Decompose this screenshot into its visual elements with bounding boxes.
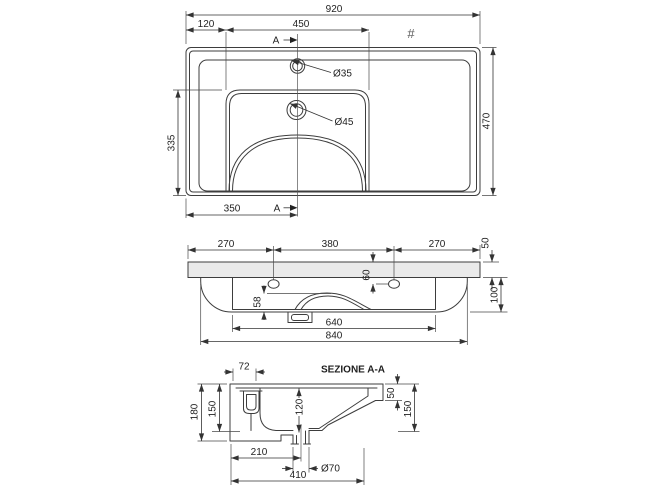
front-extension-lines (188, 245, 508, 345)
overflow-channel (240, 391, 262, 431)
plan-extension-lines (173, 11, 497, 218)
dim-120: 120 (197, 19, 215, 30)
section-marker-bottom-arrow-icon (290, 205, 298, 211)
dim-70: Ø70 (321, 463, 340, 475)
dim-840: 840 (325, 330, 343, 342)
plan-view (167, 4, 497, 218)
dim-100: 100 (489, 286, 501, 304)
front-body-outline (201, 278, 468, 313)
dim-50-rim: 50 (480, 237, 492, 249)
section-outline-left (230, 384, 383, 441)
drain-hole-inner (290, 104, 303, 117)
section-marker-bottom-label: A (273, 203, 281, 215)
overflow-dome-inner (301, 296, 364, 310)
label-faucet-hole: Ø35 (333, 68, 352, 80)
dim-60: 60 (361, 269, 373, 281)
mounting-hole-right (389, 280, 400, 288)
dim-150-right: 150 (403, 400, 414, 418)
label-drain-hole: Ø45 (334, 117, 354, 128)
dim-150-left: 150 (207, 400, 219, 418)
dim-450: 450 (292, 19, 310, 30)
watermark-hash: # (407, 26, 415, 41)
dim-335: 335 (166, 134, 178, 152)
section-marker-top-arrow-icon (290, 37, 298, 43)
section-title: SEZIONE A-A (320, 364, 386, 376)
dim-50-apron: 50 (386, 387, 397, 399)
dim-410: 410 (289, 470, 307, 481)
dim-470: 470 (481, 112, 493, 130)
section-marker-top-label: A (272, 35, 280, 47)
drain-recess-inner (292, 315, 309, 321)
dim-380: 380 (321, 239, 339, 250)
section-outline-right (309, 384, 383, 431)
mounting-hole-left (268, 280, 279, 288)
dim-920: 920 (325, 4, 343, 15)
dim-120: 120 (294, 398, 306, 416)
front-view (188, 237, 508, 345)
section-view (190, 362, 420, 486)
dim-210: 210 (250, 447, 268, 458)
bowl-floor-left (260, 388, 293, 431)
section-extension-lines (198, 369, 420, 486)
dim-270-left: 270 (217, 239, 235, 250)
front-rim-band (188, 262, 480, 278)
dim-270-right: 270 (428, 239, 446, 250)
dim-180: 180 (189, 403, 201, 421)
dim-58: 58 (252, 296, 264, 308)
drain-hole-leader (290, 104, 333, 122)
dim-350: 350 (223, 203, 241, 215)
bowl-slope-back (309, 388, 368, 429)
dim-640: 640 (325, 317, 343, 329)
dim-72: 72 (238, 361, 250, 373)
